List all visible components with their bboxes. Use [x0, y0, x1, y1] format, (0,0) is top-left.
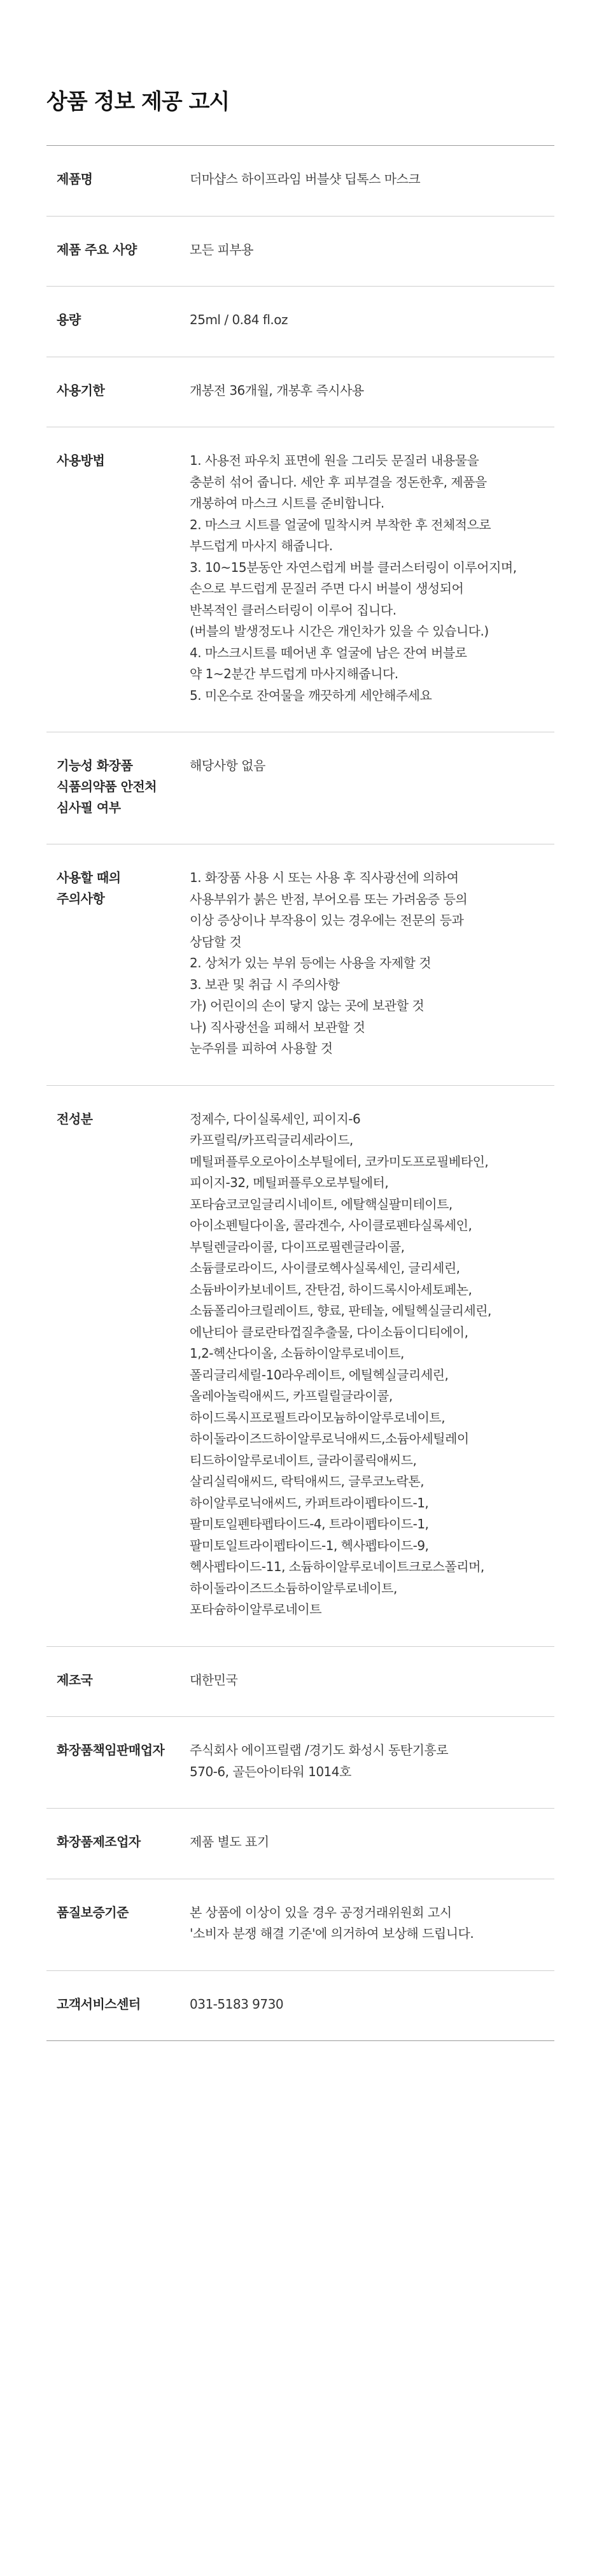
row-value: 더마샵스 하이프라임 버블샷 딥톡스 마스크 [190, 171, 421, 187]
page-title: 상품 정보 제공 고시 [46, 89, 230, 115]
row-manufacturer [46, 1809, 554, 1879]
row-label: 전성분 [57, 1111, 93, 1127]
row-value: 모든 피부용 [190, 241, 253, 257]
row-ingredients [46, 1086, 554, 1647]
row-usage [46, 427, 554, 732]
row-responsible-seller [46, 1717, 554, 1809]
row-label: 사용기한 [57, 382, 105, 398]
row-value: 제품 별도 표기 [190, 1834, 269, 1849]
row-country [46, 1647, 554, 1718]
row-label: 제품명 [57, 171, 93, 187]
row-label: 제품 주요 사양 [57, 241, 137, 257]
row-value: 1. 사용전 파우치 표면에 원을 그리듯 문질러 내용물을 충분히 섞어 줍니다. 세안 후 피부결을 정돈한후, 제품을 개봉하여 마스크 시트를 준비합니다. 2. 마스크 시트를 얼굴에 밀착시켜 부착한 후 전체적으로 부드럽게 마사지 해줍니다. 3. 10~15분동안 자연스럽게 버블 클러스터링이 이루어지며, 손으로 부드럽게 문질러 주면 다시 버블이 생성되어 반복적인 클러스터링이 이루어 집니다. (버블의 발생정도나 시간은 개인차가 있을 수 있습니다.) 4. 마스크시트를 떼어낸 후 얼굴에 남은 잔여 버블로 약 1~2분간 부드럽게 마사지해줍니다. 5. 미온수로 잔여물을 깨끗하게 세안해주세요 [190, 453, 517, 703]
row-value: 정제수, 다이실록세인, 피이지-6 카프릴릭/카프릭글리세라이드, 메틸퍼플루오로아이소부틸에터, 코카미도프로필베타인, 피이지-32, 메틸퍼플루오로부틸에터, 포타슘코코일글리시네이트, 에탈핵실팔미테이트, 아이소펜틸다이올, 콜라겐수, 사이클로펜타실록세인, 부틸렌글라이콜, 다이프로필렌글라이콜, 소듐클로라이드, 사이클로헥사실록세인, 글리세린, 소듐바이카보네이트, 잔탄검, 하이드록시아세토페논, 소듐폴리아크릴레이트, 향료, 판테놀, 에틸헥실글리세린, 에난티아 클로란타껍질추출물, 다이소듐이디티에이, 1,2-헥산다이올, 소듐하이알루로네이트, 폴리글리세릴-10라우레이트, 에틸헥실글리세린, 올레아놀릭애씨드, 카프릴릴글라이콜, 하이드록시프로필트라이모늄하이알루로네이트, 하이돌라이즈드하이알루로닉애씨드,소듐아세틸레이 티드하이알루로네이트, 글라이콜릭애씨드, 살리실릭애씨드, 락틱애씨드, 글루코노락톤, 하이알루로닉애씨드, 카퍼트라이펩타이드-1, 팔미토일펜타펩타이드-4, 트라이펩타이드-1, 팔미토일트라이펩타이드-1, 헥사펩타이드-9, 헥사펩타이드-11, 소듐하이알루로네이트크로스폴리머, 하이돌라이즈드소듐하이알루로네이트, 포타슘하이알루로네이트 [190, 1111, 491, 1617]
row-value: 031-5183 9730 [190, 1996, 284, 2012]
row-label: 제조국 [57, 1672, 93, 1688]
row-value: 개봉전 36개월, 개봉후 즉시사용 [190, 382, 364, 398]
row-precautions [46, 844, 554, 1086]
row-label: 기능성 화장품 식품의약품 안전처 심사필 여부 [57, 758, 157, 815]
row-main-spec [46, 217, 554, 287]
row-quality-standard [46, 1879, 554, 1971]
row-expiry [46, 357, 554, 428]
row-label: 품질보증기준 [57, 1904, 129, 1920]
row-label: 화장품제조업자 [57, 1834, 141, 1849]
row-label: 용량 [57, 312, 81, 327]
row-value: 해당사항 없음 [190, 758, 265, 773]
row-value: 1. 화장품 사용 시 또는 사용 후 직사광선에 의하여 사용부위가 붉은 반점, 부어오름 또는 가려움증 등의 이상 증상이나 부작용이 있는 경우에는 전문의 등과 상담할 것 2. 상처가 있는 부위 등에는 사용을 자제할 것 3. 보관 및 취급 시 주의사항 가) 어린이의 손이 닿지 않는 곳에 보관할 것 나) 직사광선을 피해서 보관할 것 눈주위를 피하여 사용할 것 [190, 870, 468, 1056]
row-label: 화장품책임판매업자 [57, 1742, 165, 1758]
row-customer-service [46, 1971, 554, 2042]
row-value: 대한민국 [190, 1672, 238, 1688]
row-label: 사용할 때의 주의사항 [57, 870, 121, 906]
row-value: 본 상품에 이상이 있을 경우 공정거래위원회 고시 '소비자 분쟁 해결 기준'에 의거하여 보상해 드립니다. [190, 1904, 474, 1941]
row-label: 고객서비스센터 [57, 1996, 141, 2012]
info-table [46, 145, 554, 2041]
row-label: 사용방법 [57, 453, 105, 468]
row-product-name [46, 146, 554, 217]
row-volume [46, 287, 554, 357]
row-functional-review [46, 732, 554, 844]
row-value: 주식회사 에이프릴랩 /경기도 화성시 동탄기흥로 570-6, 골든아이타워 1014호 [190, 1742, 449, 1779]
row-value: 25ml / 0.84 fl.oz [190, 312, 288, 327]
